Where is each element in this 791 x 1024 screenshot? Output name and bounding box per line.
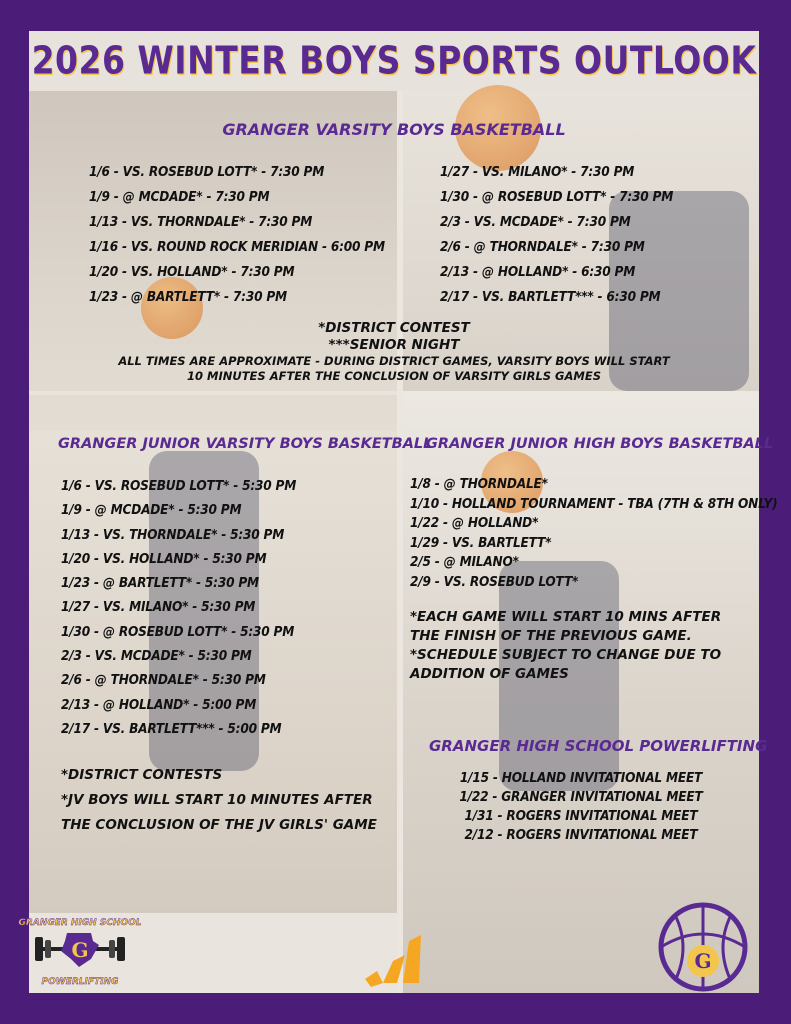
schedule-row: 1/13 - VS. THORNDALE* - 7:30 PM xyxy=(89,214,313,230)
note-senior-night: ***SENIOR NIGHT xyxy=(328,337,460,353)
g-basketball-logo xyxy=(651,901,755,993)
schedule-row: 1/9 - @ MCDADE* - 7:30 PM xyxy=(89,189,270,205)
schedule-row: 1/6 - VS. ROSEBUD LOTT* - 5:30 PM xyxy=(61,478,297,494)
jh-heading: GRANGER JUNIOR HIGH BOYS BASKETBALL xyxy=(426,436,774,452)
jh-note-4: ADDITION OF GAMES xyxy=(410,666,569,682)
jv-note-start-2: THE CONCLUSION OF THE JV GIRLS' GAME xyxy=(61,817,377,833)
flyer xyxy=(18,31,778,993)
schedule-row: 1/10 - HOLLAND TOURNAMENT - TBA (7TH & 8TH ONLY) xyxy=(410,495,778,512)
note-times-line1: ALL TIMES ARE APPROXIMATE - DURING DISTRICT GAMES, VARSITY BOYS WILL START xyxy=(118,354,670,368)
schedule-row: 1/30 - @ ROSEBUD LOTT* - 7:30 PM xyxy=(440,189,674,205)
note-district: *DISTRICT CONTEST xyxy=(318,320,470,336)
schedule-row: 2/9 - VS. ROSEBUD LOTT* xyxy=(410,573,579,590)
varsity-games-left xyxy=(89,160,385,310)
schedule-row: 1/29 - VS. BARTLETT* xyxy=(410,534,552,551)
jh-note-2: THE FINISH OF THE PREVIOUS GAME. xyxy=(410,628,692,644)
schedule-row: 1/22 - @ HOLLAND* xyxy=(410,515,539,531)
jv-note-district: *DISTRICT CONTESTS xyxy=(61,767,223,783)
schedule-row: 2/5 - @ MILANO* xyxy=(410,554,519,570)
schedule-row: 1/22 - GRANGER INVITATIONAL MEET xyxy=(459,789,703,805)
logo-bottom-text: POWERLIFTING xyxy=(41,977,119,987)
schedule-row: 1/23 - @ BARTLETT* - 7:30 PM xyxy=(89,289,287,305)
jv-note-start-1: *JV BOYS WILL START 10 MINUTES AFTER xyxy=(61,792,373,808)
schedule-row: 2/3 - VS. MCDADE* - 7:30 PM xyxy=(440,214,631,230)
jv-games xyxy=(61,474,296,741)
schedule-row: 2/3 - VS. MCDADE* - 5:30 PM xyxy=(61,648,252,665)
logo-letter: G xyxy=(71,938,89,962)
schedule-row: 1/8 - @ THORNDALE* xyxy=(410,476,548,492)
horizontal-divider xyxy=(29,391,759,395)
logo-g-letter: G xyxy=(694,949,712,973)
logo-top-text: GRANGER HIGH SCHOOL xyxy=(18,918,142,928)
powerlifting-heading: GRANGER HIGH SCHOOL POWERLIFTING xyxy=(429,737,768,755)
adidas-logo xyxy=(363,931,443,987)
schedule-row: 2/13 - @ HOLLAND* - 6:30 PM xyxy=(440,264,636,280)
schedule-row: 1/31 - ROGERS INVITATIONAL MEET xyxy=(464,808,698,824)
schedule-row: 1/6 - VS. ROSEBUD LOTT* - 7:30 PM xyxy=(89,164,325,180)
schedule-row: 2/12 - ROGERS INVITATIONAL MEET xyxy=(464,827,698,843)
schedule-row: 1/20 - VS. HOLLAND* - 7:30 PM xyxy=(89,264,295,280)
vertical-divider xyxy=(397,91,403,993)
note-times-line2: 10 MINUTES AFTER THE CONCLUSION OF VARSITY GIRLS GAMES xyxy=(187,369,601,383)
schedule-row: 1/20 - VS. HOLLAND* - 5:30 PM xyxy=(61,550,267,567)
schedule-row: 1/16 - VS. ROUND ROCK MERIDIAN - 6:00 PM xyxy=(89,239,385,255)
varsity-heading: GRANGER VARSITY BOYS BASKETBALL xyxy=(222,120,566,139)
varsity-games-right xyxy=(440,160,673,310)
page-title: 2026 WINTER BOYS SPORTS OUTLOOK xyxy=(31,38,757,83)
schedule-row: 1/9 - @ MCDADE* - 5:30 PM xyxy=(61,502,242,519)
jh-note-3: *SCHEDULE SUBJECT TO CHANGE DUE TO xyxy=(410,647,722,663)
schedule-row: 1/27 - VS. MILANO* - 5:30 PM xyxy=(61,599,256,616)
schedule-row: 2/6 - @ THORNDALE* - 5:30 PM xyxy=(61,672,266,689)
powerlifting-meets xyxy=(403,769,759,845)
schedule-row: 2/6 - @ THORNDALE* - 7:30 PM xyxy=(440,239,645,255)
schedule-row: 2/13 - @ HOLLAND* - 5:00 PM xyxy=(61,696,257,713)
powerlifting-logo xyxy=(18,911,142,991)
schedule-row: 2/17 - VS. BARTLETT*** - 5:00 PM xyxy=(61,720,282,737)
schedule-row: 2/17 - VS. BARTLETT*** - 6:30 PM xyxy=(440,289,661,305)
varsity-notes xyxy=(29,320,759,384)
jh-note-1: *EACH GAME WILL START 10 MINS AFTER xyxy=(410,609,722,625)
jh-games xyxy=(410,475,778,592)
schedule-row: 1/23 - @ BARTLETT* - 5:30 PM xyxy=(61,575,259,592)
schedule-row: 1/13 - VS. THORNDALE* - 5:30 PM xyxy=(61,526,285,543)
schedule-row: 1/30 - @ ROSEBUD LOTT* - 5:30 PM xyxy=(61,623,295,640)
schedule-row: 1/15 - HOLLAND INVITATIONAL MEET xyxy=(459,770,703,786)
jv-heading: GRANGER JUNIOR VARSITY BOYS BASKETBALL xyxy=(58,436,433,452)
schedule-row: 1/27 - VS. MILANO* - 7:30 PM xyxy=(440,164,635,180)
